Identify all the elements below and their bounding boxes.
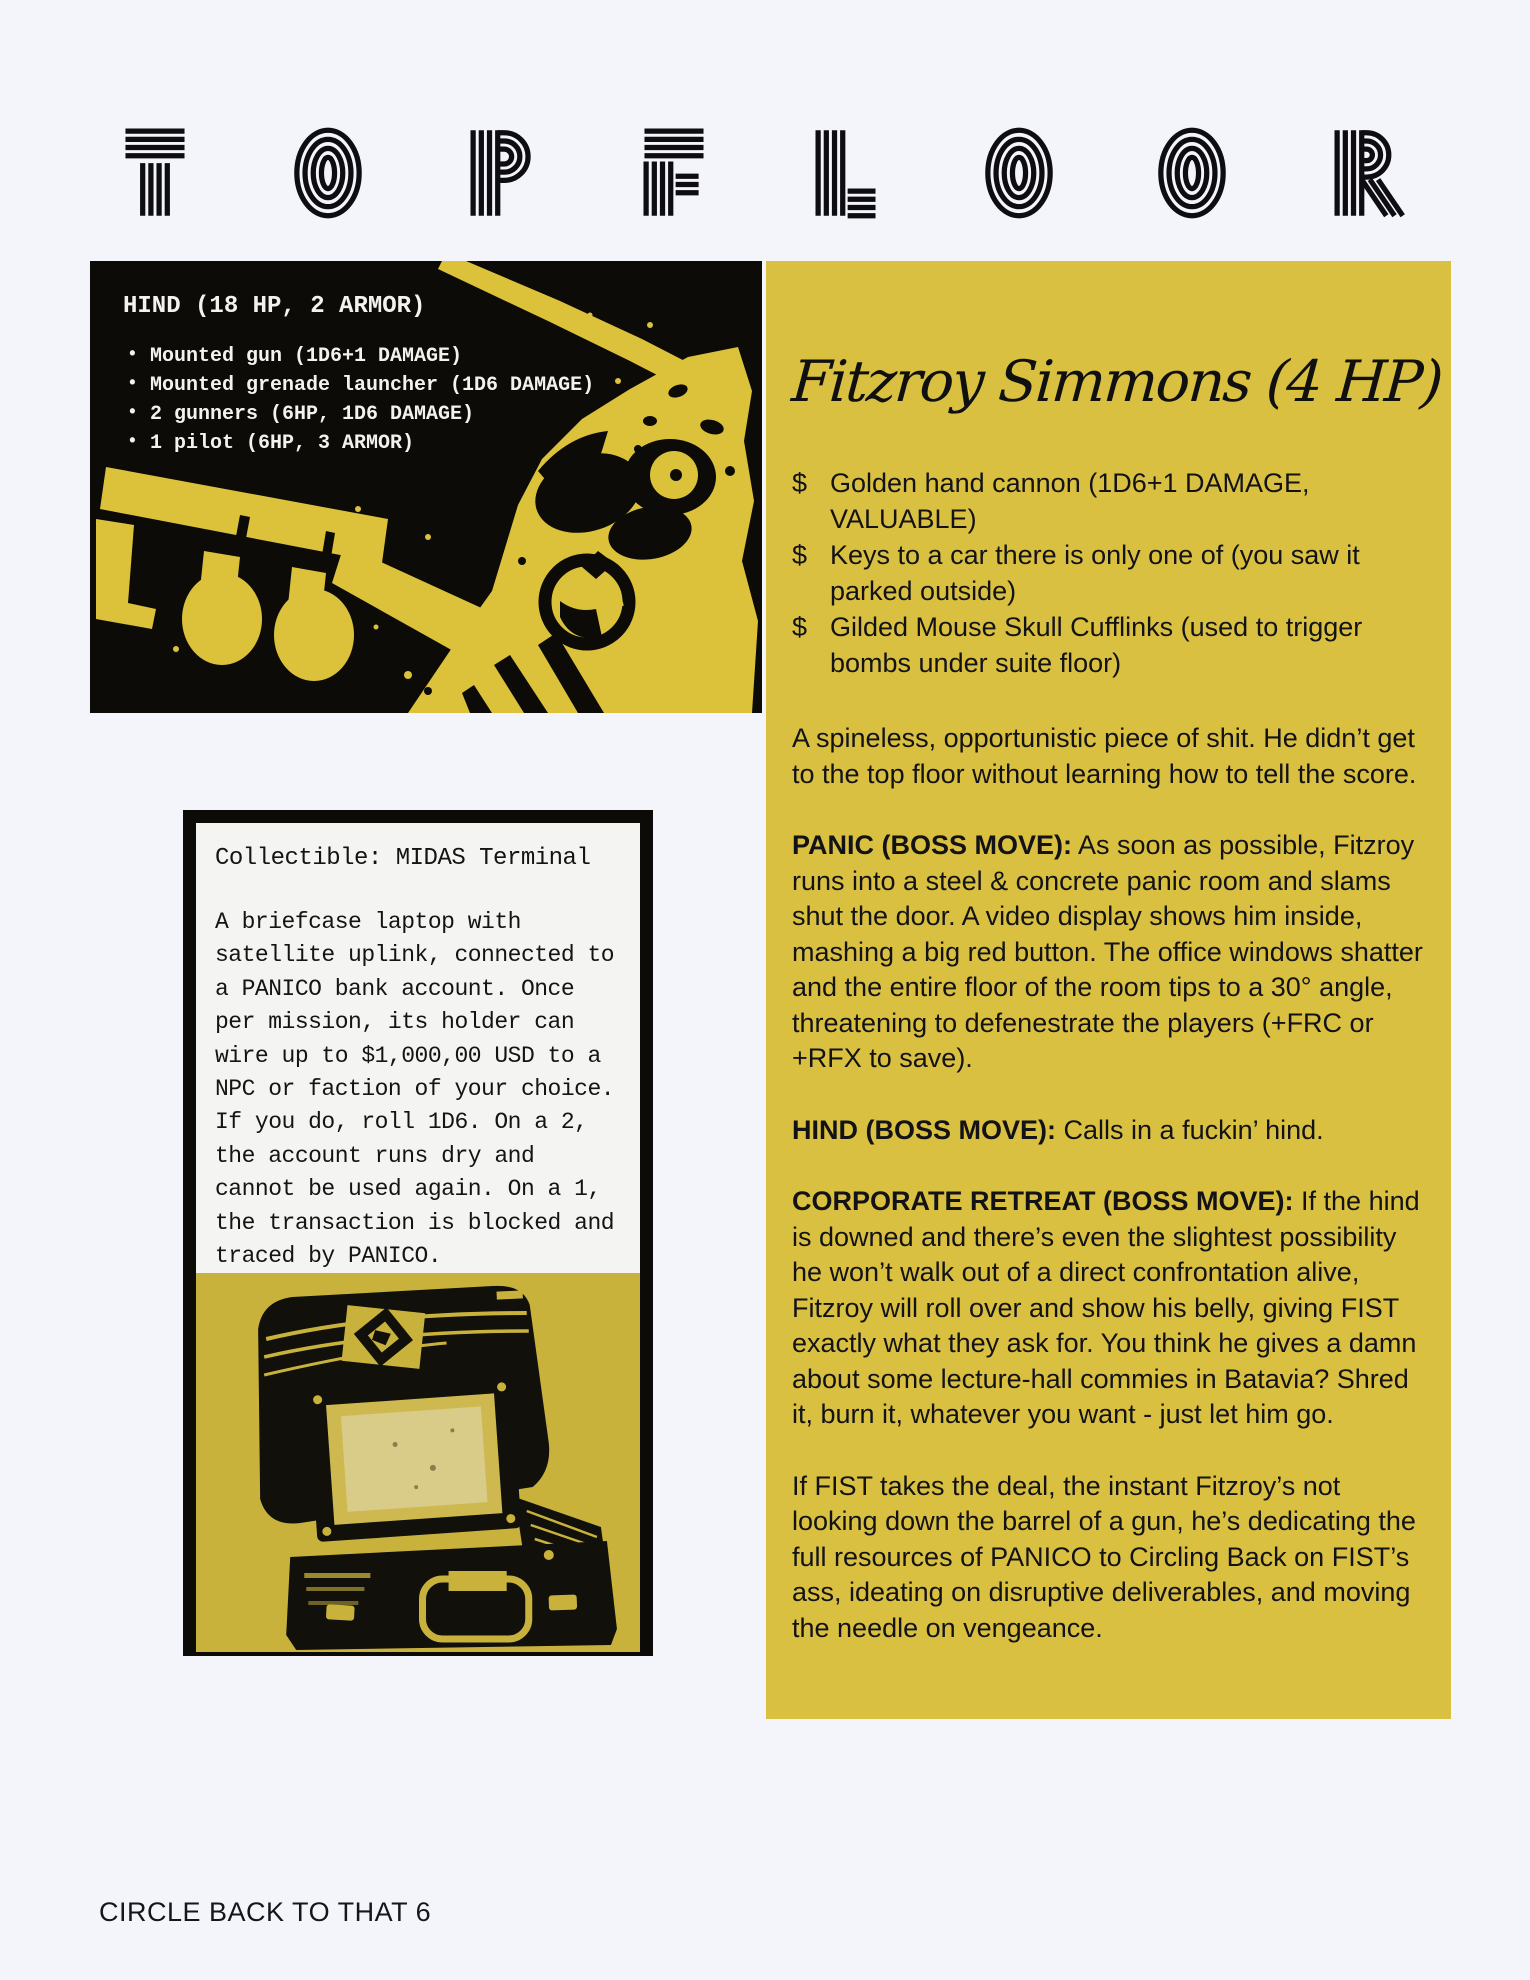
inventory-item [792, 609, 1427, 681]
title-letter-F [633, 127, 715, 219]
boss-title: Fitzroy Simmons (4 HP) [789, 349, 1444, 415]
dollar-bullet: $ [792, 612, 808, 642]
inventory-item-text: Golden hand cannon (1D6+1 DAMAGE, VALUABLE) [830, 468, 1310, 534]
collectible-body: A briefcase laptop with satellite uplink, connected to a PANICO bank account. Once per mission, its holder can wire up to $1,000,00 USD to a NPC or faction of your choice. If you do, roll 1D6. On a 2, the account runs dry and cannot be used again. On a 1, the transaction is blocked and traced by PANICO. [215, 909, 615, 1270]
dollar-bullet: $ [792, 468, 808, 498]
boss-move-lead: PANIC (BOSS MOVE): [792, 830, 1073, 860]
midas-terminal-image [196, 1273, 640, 1652]
title-letter-R [1324, 127, 1406, 219]
boss-deal-paragraph [792, 1469, 1427, 1647]
page-title-art [114, 127, 1406, 219]
boss-panel [766, 261, 1451, 1719]
hind-stat-item: • Mounted grenade launcher (1D6 DAMAGE) [123, 371, 594, 400]
title-letter-P [460, 127, 542, 219]
boss-move-lead: CORPORATE RETREAT (BOSS MOVE): [792, 1186, 1294, 1216]
title-letter-O3 [1151, 127, 1233, 219]
hind-stat-card [90, 261, 762, 713]
collectible-text [196, 823, 640, 1273]
boss-paragraph-text: As soon as possible, Fitzroy runs into a steel & concrete panic room and slams shut the door. A video display shows him inside, mashing a big red button. The office windows shatter and the entire floor of the room tips to a 30° angle, threatening to defenestrate the players (+FRC or +RFX to save). [792, 830, 1423, 1073]
inventory-item-text: Gilded Mouse Skull Cufflinks (used to trigger bombs under suite floor) [830, 612, 1363, 678]
title-letter-O2 [978, 127, 1060, 219]
collectible-card [183, 810, 653, 1656]
boss-paragraph-text: A spineless, opportunistic piece of shit. He didn’t get to the top floor without learning how to tell the score. [792, 723, 1417, 789]
hind-title: HIND (18 HP, 2 ARMOR) [123, 293, 426, 320]
boss-inventory-list [792, 465, 1427, 681]
inventory-item [792, 465, 1427, 537]
boss-move-corporate-retreat [792, 1184, 1427, 1433]
hind-stats [123, 293, 594, 458]
boss-paragraph-text: If the hind is downed and there’s even the slightest possibility he won’t walk out of a direct confrontation alive, Fitzroy will roll over and show his belly, giving FIST exactly what they ask for. You think he gives a damn about some lecture-hall commies in Batavia? Shred it, burn it, whatever you want - just let him go. [792, 1186, 1420, 1429]
title-letter-L [805, 127, 887, 219]
boss-move-lead: HIND (BOSS MOVE): [792, 1114, 1057, 1145]
boss-paragraph-text: If FIST takes the deal, the instant Fitzroy’s not looking down the barrel of a gun, he’s dedicating the full resources of PANICO to Circling Back on FIST’s ass, ideating on disruptive deliverables, and moving the needle on vengeance. [792, 1470, 1416, 1643]
boss-paragraph-text: Calls in a fuckin’ hind. [1063, 1114, 1324, 1145]
title-letter-T [114, 127, 196, 219]
boss-move-hind [792, 1113, 1427, 1149]
hind-stat-item: • Mounted gun (1D6+1 DAMAGE) [123, 342, 594, 371]
inventory-item [792, 537, 1427, 609]
page-footer: CIRCLE BACK TO THAT 6 [99, 1897, 432, 1927]
inventory-item-text: Keys to a car there is only one of (you saw it parked outside) [830, 540, 1360, 606]
hind-stat-item: • 1 pilot (6HP, 3 ARMOR) [123, 429, 594, 458]
dollar-bullet: $ [792, 540, 808, 570]
title-letter-O [287, 127, 369, 219]
boss-move-panic [792, 828, 1427, 1077]
boss-description [792, 721, 1427, 792]
hind-stat-item: • 2 gunners (6HP, 1D6 DAMAGE) [123, 400, 594, 429]
collectible-title: Collectible: MIDAS Terminal [215, 845, 591, 872]
